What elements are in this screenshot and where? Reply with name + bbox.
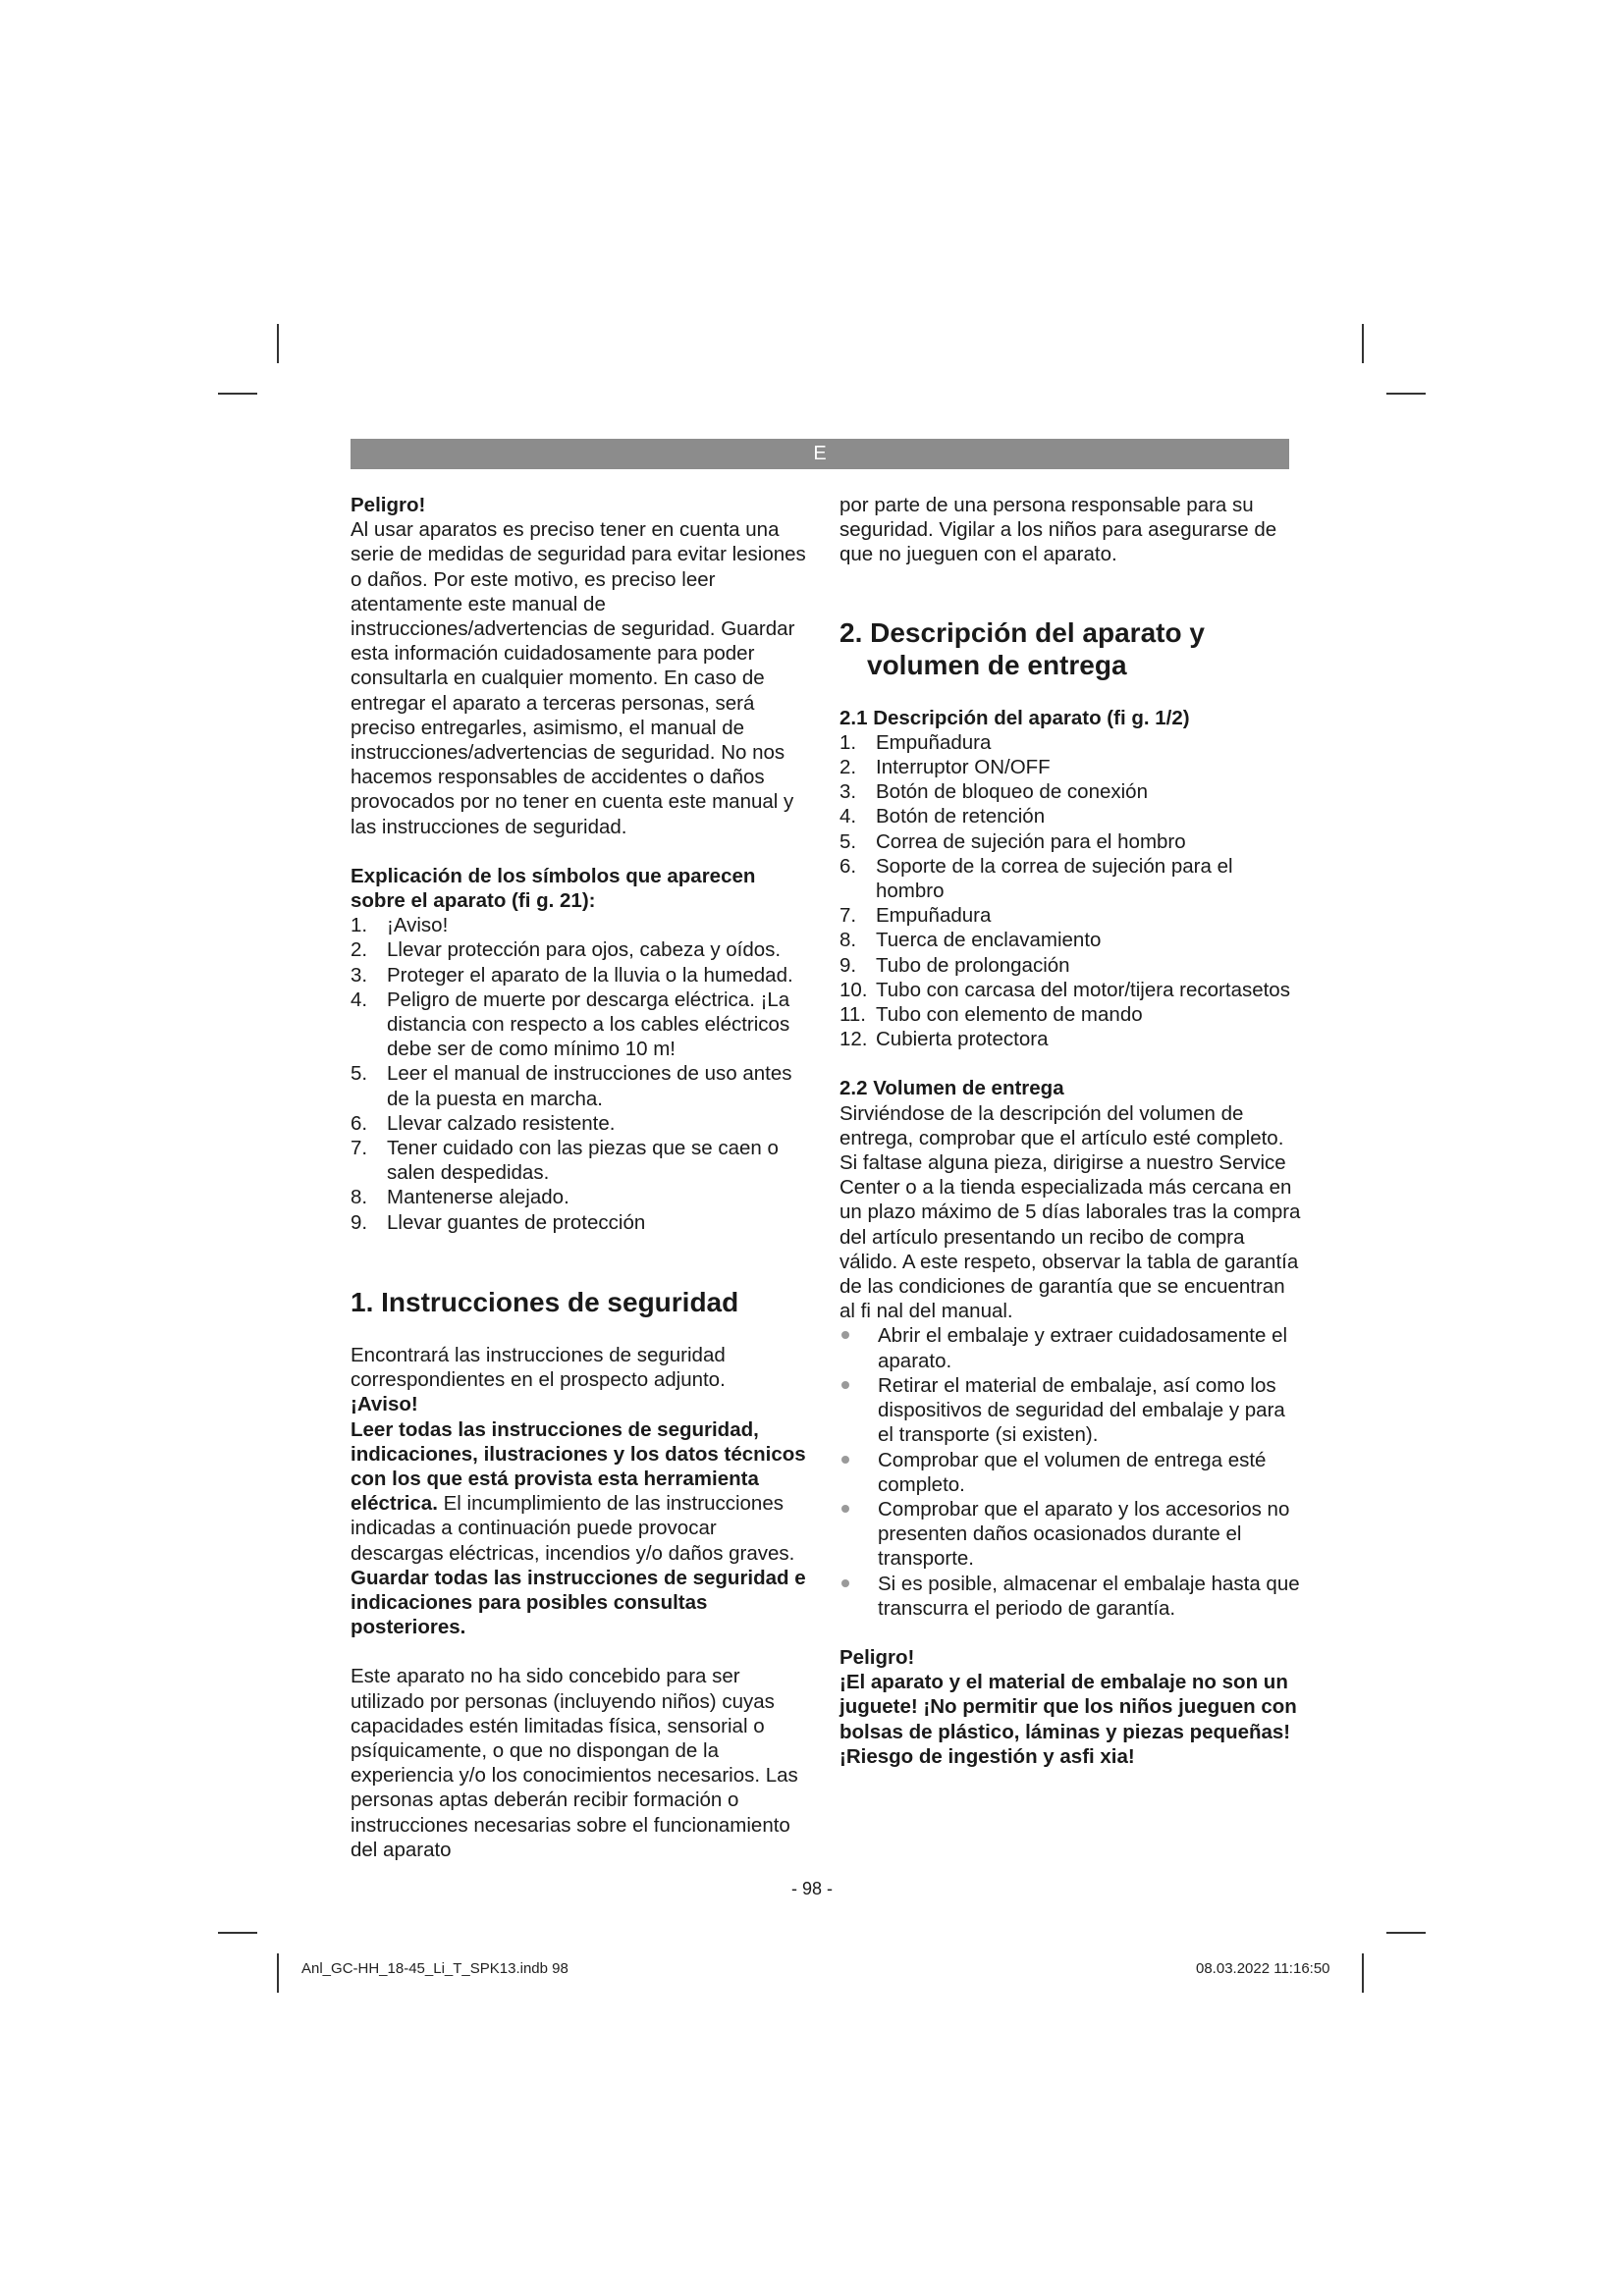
- keep-instructions-text: Guardar todas las instrucciones de seguridad e indicaciones para posibles consultas posteriores.: [351, 1566, 806, 1639]
- bullet-icon: [841, 1331, 849, 1339]
- symbol-item: 4. Peligro de muerte por descarga eléctrica. ¡La distancia con respecto a los cables eléctricos debe ser de como mínimo 10 m!: [351, 988, 790, 1061]
- part-item: 6. Soporte de la correa de sujeción para el hombro: [839, 854, 1233, 903]
- danger-title: Peligro!: [351, 494, 426, 516]
- crop-mark: [1386, 1932, 1426, 1934]
- subsection-2-2-heading: 2.2 Volumen de entrega: [839, 1077, 1064, 1100]
- part-item: 2. Interruptor ON/OFF: [839, 756, 1051, 779]
- symbol-item: 5. Leer el manual de instrucciones de uso antes de la puesta en marcha.: [351, 1062, 792, 1110]
- unpacking-item: Comprobar que el volumen de entrega esté completo.: [839, 1448, 1303, 1497]
- symbol-item: 2. Llevar protección para ojos, cabeza y oídos.: [351, 938, 782, 962]
- symbol-item: 7. Tener cuidado con las piezas que se caen o salen despedidas.: [351, 1137, 779, 1185]
- part-item: 8. Tuerca de enclavamiento: [839, 929, 1102, 952]
- delivery-text: Sirviéndose de la descripción del volumen de entrega, comprobar que el artículo esté completo. Si faltase alguna pieza, dirigirse a nuestro Service Center o a la tienda especializada más cercana en un plazo máximo de 5 días laborales tras la compra del artículo presentando un recibo de compra válido. A este respeto, observar la tabla de garantía de las condiciones de garantía que se encuentran al fi nal del manual.: [839, 1101, 1301, 1323]
- part-item: 9. Tubo de prolongación: [839, 953, 1070, 977]
- section2-heading: 2. Descripción del aparato y volumen de entrega: [839, 616, 1205, 680]
- language-header-bar: [351, 439, 1289, 469]
- crop-mark: [1362, 1953, 1364, 1993]
- section1-heading: 1. Instrucciones de seguridad: [351, 1286, 739, 1317]
- symbols-list: [351, 913, 814, 1235]
- warning-paragraph: Leer todas las instrucciones de seguridad, indicaciones, ilustraciones y los datos técnicos con los que está provista esta herramienta eléctrica. El incumplimiento de las instrucciones indicadas a continuación puede provocar descargas eléctricas, incendios y/o daños graves.: [351, 1417, 806, 1565]
- crop-mark: [277, 324, 279, 363]
- unpacking-item: Retirar el material de embalaje, así como los dispositivos de seguridad del embalaje y para el transporte (si existen).: [839, 1373, 1303, 1448]
- unpacking-item: Abrir el embalaje y extraer cuidadosamente el aparato.: [839, 1323, 1303, 1372]
- footer-datetime: 08.03.2022 11:16:50: [1196, 1960, 1330, 1977]
- section1-intro: Encontrará las instrucciones de seguridad correspondientes en el prospecto adjunto.: [351, 1343, 726, 1392]
- unpacking-list: [839, 1323, 1303, 1620]
- bullet-icon: [841, 1456, 849, 1464]
- unpacking-item: Si es posible, almacenar el embalaje hasta que transcurra el periodo de garantía.: [839, 1572, 1303, 1621]
- symbol-item: 9. Llevar guantes de protección: [351, 1210, 646, 1234]
- language-code: E: [813, 443, 827, 464]
- unpacking-item: Comprobar que el aparato y los accesorios no presenten daños ocasionados durante el transporte.: [839, 1497, 1303, 1572]
- part-item: 11. Tubo con elemento de mando: [839, 1003, 1143, 1027]
- part-item: 10. Tubo con carcasa del motor/tijera recortasetos: [839, 978, 1290, 1001]
- symbol-item: 8. Mantenerse alejado.: [351, 1186, 569, 1209]
- warning-label: ¡Aviso!: [351, 1393, 418, 1416]
- bullet-icon: [841, 1505, 849, 1513]
- page-number: - 98 -: [790, 1879, 833, 1898]
- crop-mark: [1362, 324, 1364, 363]
- crop-mark: [1386, 393, 1426, 395]
- part-item: 4. Botón de retención: [839, 805, 1046, 828]
- part-item: 12. Cubierta protectora: [839, 1028, 1049, 1051]
- part-item: 5. Correa de sujeción para el hombro: [839, 829, 1186, 853]
- subsection-2-1-heading: 2.1 Descripción del aparato (fi g. 1/2): [839, 706, 1190, 729]
- parts-list: [839, 730, 1303, 1052]
- bullet-icon: [841, 1381, 849, 1389]
- danger2-text: ¡El aparato y el material de embalaje no son un juguete! ¡No permitir que los niños jueguen con bolsas de plástico, láminas y piezas pequeñas! ¡Riesgo de ingestión y asfi xia!: [839, 1671, 1297, 1768]
- part-item: 7. Empuñadura: [839, 904, 992, 928]
- crop-mark: [277, 1953, 279, 1993]
- symbols-heading: Explicación de los símbolos que aparecen sobre el aparato (fi g. 21):: [351, 864, 756, 913]
- part-item: 3. Botón de bloqueo de conexión: [839, 780, 1148, 804]
- danger-text: Al usar aparatos es preciso tener en cuenta una serie de medidas de seguridad para evitar lesiones o daños. Por este motivo, es preciso leer atentamente este manual de instrucciones/advertencias de seguridad. Guardar esta información cuidadosamente para poder consultarla en cualquier momento. En caso de entregar el aparato a terceras personas, será preciso entregarles, asimismo, el manual de instrucciones/advertencias de seguridad. No nos hacemos responsables de accidentes o daños provocados por no tener en cuenta este manual y las instrucciones de seguridad.: [351, 518, 806, 838]
- bullet-icon: [841, 1579, 849, 1587]
- danger2-title: Peligro!: [839, 1645, 915, 1669]
- right-column: [839, 493, 1303, 1769]
- crop-mark: [218, 393, 257, 395]
- symbol-item: 1. ¡Aviso!: [351, 914, 449, 937]
- continued-text: por parte de una persona responsable para su seguridad. Vigilar a los niños para asegurarse de que no jueguen con el aparato.: [839, 494, 1277, 566]
- device-usage-text: Este aparato no ha sido concebido para ser utilizado por personas (incluyendo niños) cuyas capacidades estén limitadas física, sensorial o psíquicamente, o que no dispongan de la experiencia y/o los conocimientos necesarios. Las personas aptas deberán recibir formación o instrucciones necesarias sobre el funcionamiento del aparato: [351, 1665, 798, 1861]
- symbol-item: 6. Llevar calzado resistente.: [351, 1111, 616, 1135]
- left-column: [351, 493, 814, 1862]
- part-item: 1. Empuñadura: [839, 730, 992, 754]
- footer-filename: Anl_GC-HH_18-45_Li_T_SPK13.indb 98: [301, 1960, 568, 1977]
- symbol-item: 3. Proteger el aparato de la lluvia o la humedad.: [351, 963, 793, 987]
- crop-mark: [218, 1932, 257, 1934]
